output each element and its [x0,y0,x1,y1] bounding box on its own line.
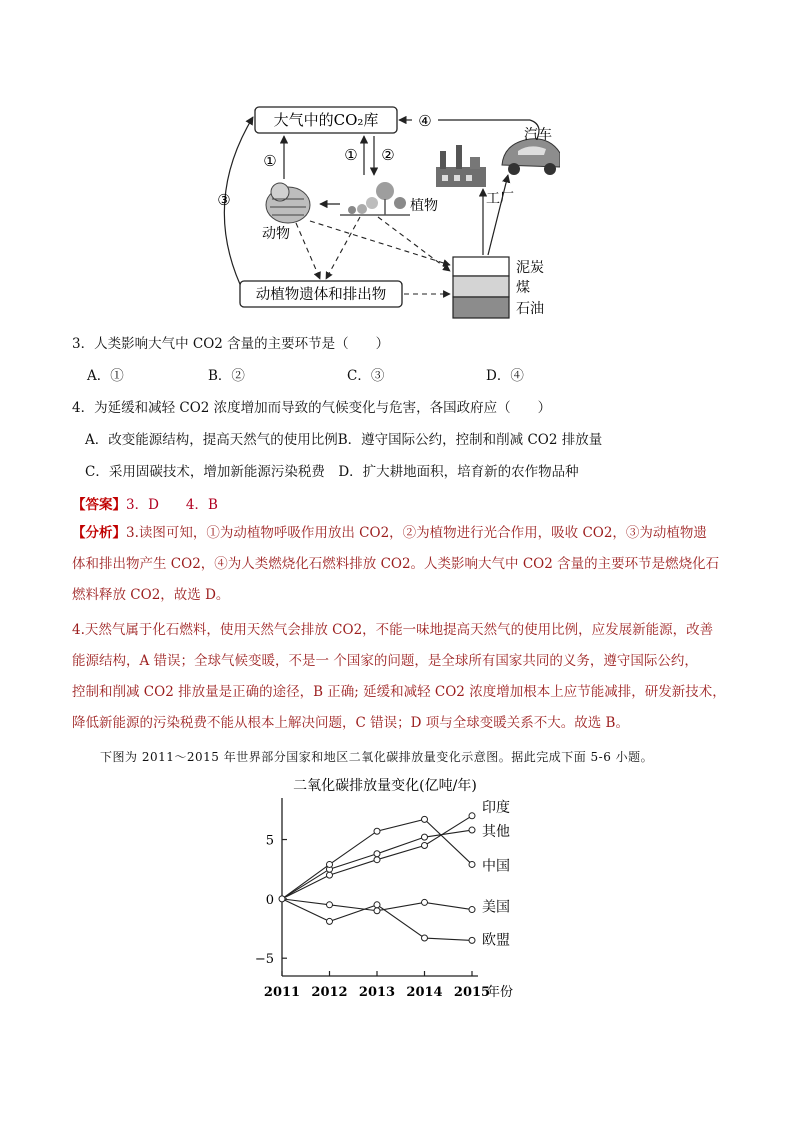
x-tick-label: 2015 [453,985,491,1000]
co2-change-chart [250,770,550,1010]
data-point [422,842,428,848]
series-label: 印度 [482,799,510,816]
marker-1-plant: ① [344,146,358,164]
chart-series [279,799,510,949]
data-point [327,902,333,908]
series-label: 美国 [482,899,510,916]
plants-icon [340,182,410,215]
data-point [327,861,333,867]
oil-label: 石油 [516,301,544,317]
data-point [374,828,380,834]
data-point [327,872,333,878]
analysis-q3-line1: 3.读图可知，①为动植物呼吸作用放出 CO2，②为植物进行光合作用，吸收 CO2，③为动植物遗 [126,525,707,541]
x-tick-label: 2012 [311,985,348,1000]
answer-text: 3．D 4．B [126,497,218,513]
data-point [469,937,475,943]
coal-label: 煤 [516,280,530,296]
x-tick-label: 2011 [263,985,301,1000]
animal-label: 动物 [262,226,290,242]
x-axis-label: 年份 [486,985,514,1000]
data-point [374,851,380,857]
marker-3: ③ [217,191,231,209]
car-icon [502,139,560,175]
factory-icon [436,145,486,187]
answer-tag: 【答案】 [72,497,126,513]
series-label: 中国 [482,858,510,875]
answer-line [72,495,218,515]
data-point [374,902,380,908]
y-tick-label: −5 [254,952,274,968]
data-point [469,861,475,867]
data-point [469,907,475,913]
data-point [422,816,428,822]
series-label: 其他 [482,824,510,841]
factory-label: 工厂 [486,191,514,207]
data-point [422,834,428,840]
analysis-tag: 【分析】 [72,525,126,541]
q3-option-d: D．④ [486,368,524,384]
data-point [422,935,428,941]
tiger-icon [266,183,310,223]
data-point [469,813,475,819]
marker-2: ② [381,146,395,164]
analysis-q4-line1: 4.天然气属于化石燃料，使用天然气会排放 CO2，不能一味地提高天然气的使用比例，应发展新能源，改善 [72,622,714,638]
analysis-q4-line4: 降低新能源的污染税费不能从根本上解决问题，C 错误；D 项与全球变暖关系不大。故选 B。 [72,715,629,731]
chart-title: 二氧化碳排放量变化(亿吨/年) [293,778,477,794]
data-point [327,918,333,924]
q4-options-cd: C．采用固碳技术，增加新能源污染税费 D．扩大耕地面积，培育新的农作物品种 [85,464,579,480]
analysis-q4 [72,615,732,739]
data-point [374,908,380,914]
data-point [422,899,428,905]
q3-option-b: B．② [208,368,245,384]
carbon-cycle-diagram [200,95,560,325]
peat-layer [453,257,509,276]
plant-label: 植物 [410,198,438,214]
y-tick-label: 5 [265,833,274,849]
series-line [282,830,472,899]
analysis-q4-line2: 能源结构，A 错误；全球气候变暖，不是一 个国家的问题，是全球所有国家共同的义务，遵守国际公约， [72,653,698,669]
q4-options-ab: A．改变能源结构，提高天然气的使用比例B．遵守国际公约，控制和削减 CO2 排放量 [85,432,603,448]
oil-layer [453,297,509,318]
question-3-stem: 3．人类影响大气中 CO2 含量的主要环节是（ ） [72,336,390,352]
marker-4: ④ [418,112,432,130]
atmosphere-label: 大气中的CO₂库 [273,111,379,129]
origin-point [279,896,285,902]
peat-label: 泥炭 [516,260,544,276]
question-4-stem: 4．为延缓和减轻 CO2 浓度增加而导致的气候变化与危害，各国政府应（ ） [72,400,552,416]
remains-label: 动植物遗体和排出物 [255,287,387,303]
analysis-q3 [72,518,732,611]
coal-layer [453,276,509,297]
analysis-q4-line3: 控制和削减 CO2 排放量是正确的途径，B 正确; 延缓和减轻 CO2 浓度增加根本上应节能减排，研发新技术， [72,684,726,700]
analysis-q3-line3: 燃料释放 CO2，故选 D。 [72,587,230,603]
series-label: 欧盟 [482,932,510,949]
x-tick-label: 2014 [406,985,443,1000]
car-label: 汽车 [524,127,552,143]
marker-1-animal: ① [263,152,277,170]
data-point [469,827,475,833]
y-tick-label: 0 [265,892,274,908]
q3-option-a: A．① [87,368,124,384]
x-tick-label: 2013 [358,985,396,1000]
analysis-q3-line2: 体和排出物产生 CO2，④为人类燃烧化石燃料排放 CO2。人类影响大气中 CO2 含量的主要环节是燃烧化石 [72,556,720,572]
chart-intro: 下图为 2011～2015 年世界部分国家和地区二氧化碳排放量变化示意图。据此完成下面 5-6 小题。 [100,750,654,764]
q3-option-c: C．③ [347,368,385,384]
data-point [374,857,380,863]
